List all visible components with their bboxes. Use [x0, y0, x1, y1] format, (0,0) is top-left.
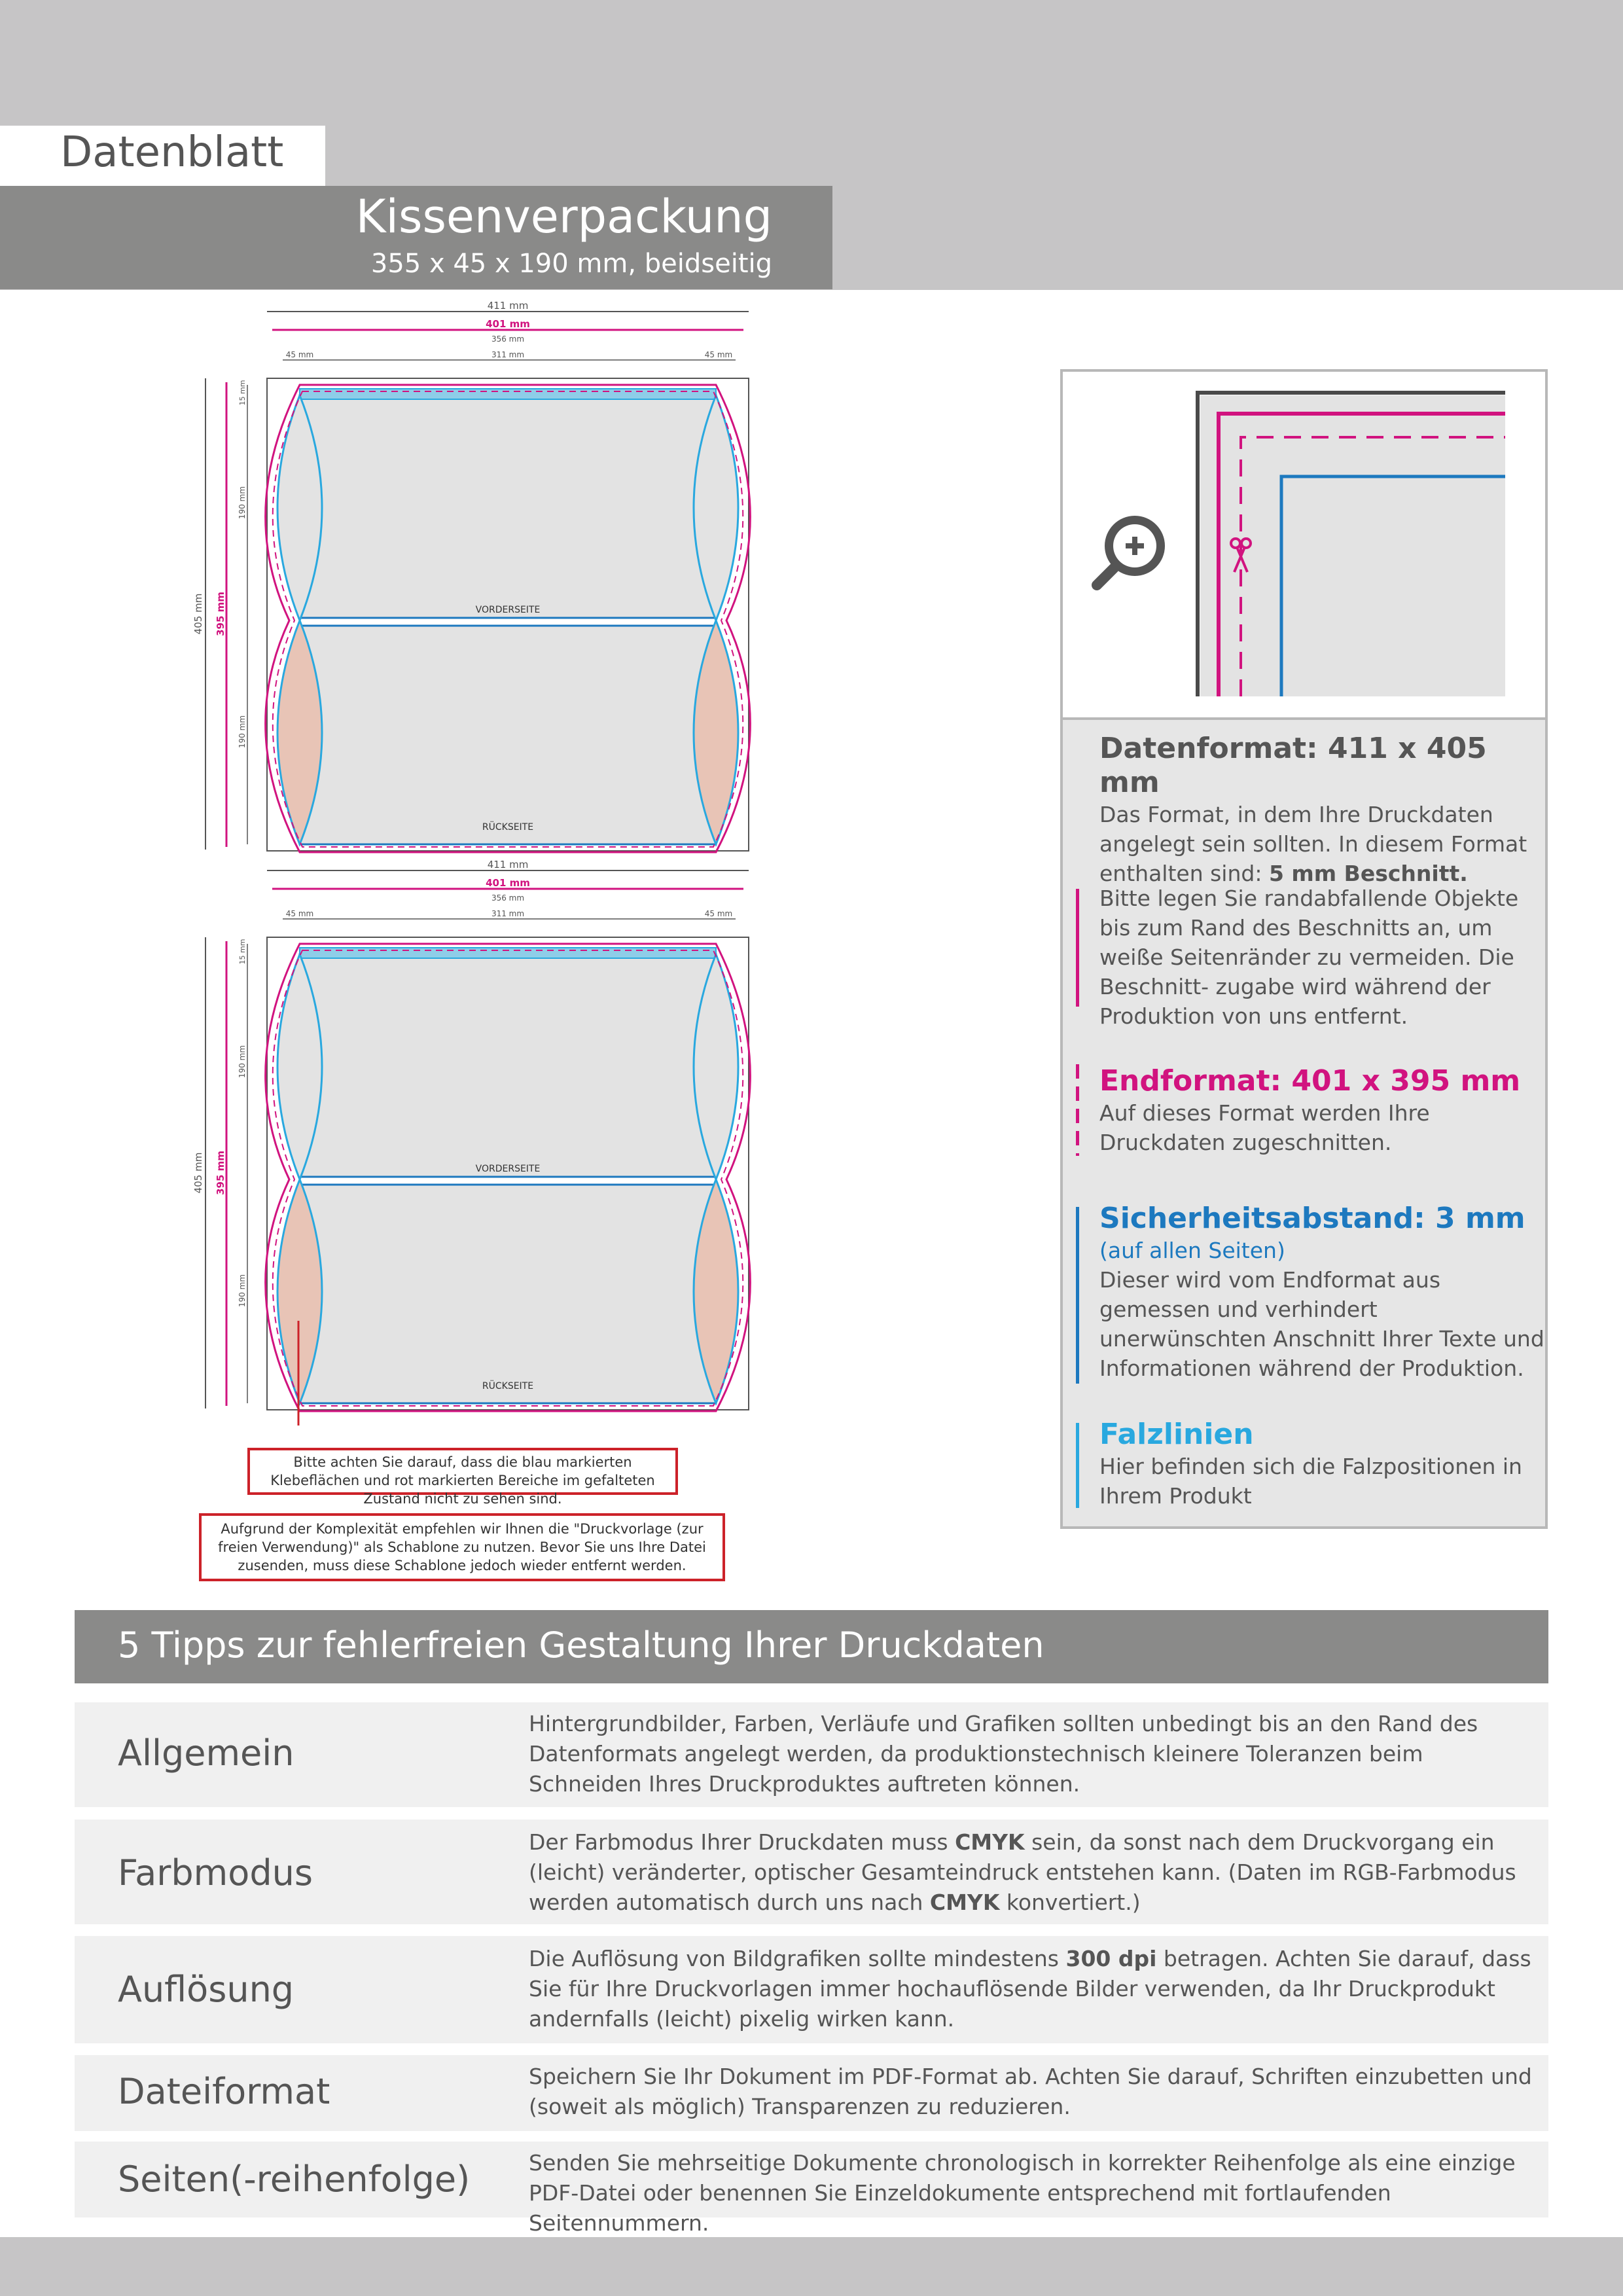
dim-side-left: 45 mm: [285, 350, 314, 359]
dim-flap: 15 mm: [238, 380, 247, 406]
tip-label: Auflösung: [118, 1969, 294, 2010]
zoom-in-icon: [1097, 516, 1165, 585]
front-panel: [300, 954, 716, 1177]
endformat-section: [1099, 1064, 1544, 1157]
datenformat-section: [1099, 732, 1544, 888]
tips-heading: [75, 1610, 1548, 1683]
tip-label: Farbmodus: [118, 1852, 313, 1893]
dim-end-width: 401 mm: [486, 318, 530, 330]
info-box: [1060, 369, 1548, 1529]
safety-text: Dieser wird vom Endformat aus gemessen und verhindert unerwünschten Anschnitt Ihrer Texte und Informationen während der Produktion.: [1099, 1267, 1544, 1381]
datenformat-title: Datenformat: 411 x 405 mm: [1099, 732, 1487, 799]
tip-row-farbmodus: [75, 1820, 1548, 1924]
dim-panel-height-bottom: 190 mm: [238, 715, 247, 749]
dim-total-height: 405 mm: [192, 593, 204, 635]
tip-row-aufloesung: [75, 1936, 1548, 2043]
fold-section: [1099, 1418, 1544, 1511]
template-note: Aufgrund der Komplexität empfehlen wir Ihnen die "Druckvorlage (zur freien Verwendung)" als Schablone zu nutzen. Bevor Sie uns Ihre Datei zusenden, muss diese Schablone jedoch wieder entfernt werden.: [199, 1513, 725, 1581]
dim-side-left: 45 mm: [285, 909, 314, 918]
safety-bar: [1076, 1207, 1079, 1384]
dim-inner-width: 356 mm: [491, 893, 525, 903]
tip-text: Hintergrundbilder, Farben, Verläufe und Grafiken sollten unbedingt bis an den Rand des Datenformats angelegt werden, da produktionstechnisch kleinere Toleranzen beim Schneiden Ihres Druckproduktes auftreten können.: [529, 1711, 1478, 1797]
dim-inner-width: 356 mm: [491, 334, 525, 344]
dim-end-height: 395 mm: [215, 1151, 226, 1195]
dim-end-height: 395 mm: [215, 592, 226, 636]
front-label: VORDERSEITE: [475, 1164, 541, 1174]
bottom-band: [0, 2237, 1623, 2296]
dieline-diagram: [190, 300, 772, 1426]
dim-side-right: 45 mm: [704, 909, 733, 918]
dim-center: 311 mm: [491, 350, 525, 359]
back-panel: [300, 626, 716, 844]
front-label: VORDERSEITE: [475, 605, 541, 615]
bleed-text: Bitte legen Sie randabfallende Objekte bis zum Rand des Beschnitts an, um weiße Seitenränder zu vermeiden. Die Beschnitt- zugabe wird während der Produktion von uns entfernt.: [1099, 886, 1519, 1029]
tip-row-dateiformat: [75, 2055, 1548, 2131]
glue-strip: [300, 948, 716, 958]
front-panel: [300, 395, 716, 618]
datenblatt-tab: [0, 126, 325, 186]
tip-label: Allgemein: [118, 1732, 294, 1774]
title-bar: [0, 186, 832, 289]
back-label: RÜCKSEITE: [482, 1381, 534, 1391]
tip-row-seiten: [75, 2142, 1548, 2236]
dim-end-width: 401 mm: [486, 877, 530, 889]
product-subtitle: 355 x 45 x 190 mm, beidseitig: [370, 249, 772, 279]
tip-row-allgemein: [75, 1702, 1548, 1807]
dim-side-right: 45 mm: [704, 350, 733, 359]
dim-center: 311 mm: [491, 909, 525, 918]
tip-text: Der Farbmodus Ihrer Druckdaten muss CMYK sein, da sonst nach dem Druckvorgang ein (leicht) veränderter, optischer Gesamteindruck entstehen kann. (Daten im RGB-Farbmodus werden automatisch durch uns nach CMYK konvertiert.): [529, 1829, 1516, 1915]
bleed-section: [1099, 884, 1544, 1031]
back-panel: [300, 1185, 716, 1403]
tip-text: Speichern Sie Ihr Dokument im PDF-Format ab. Achten Sie darauf, Schriften einzubetten und (soweit als möglich) Transparenzen zu reduzieren.: [529, 2064, 1532, 2119]
safety-subtitle: (auf allen Seiten): [1099, 1238, 1285, 1263]
dim-total-height: 405 mm: [192, 1152, 204, 1194]
tips-heading-text: 5 Tipps zur fehlerfreien Gestaltung Ihrer Druckdaten: [118, 1624, 1044, 1666]
dim-flap: 15 mm: [238, 939, 247, 965]
safety-section: [1099, 1202, 1544, 1383]
dim-total-width: 411 mm: [487, 300, 529, 312]
back-label: RÜCKSEITE: [482, 822, 534, 833]
dim-total-width: 411 mm: [487, 859, 529, 870]
datenformat-text: Das Format, in dem Ihre Druckdaten angelegt sein sollten. In diesem Format enthalten sind: 5 mm Beschnitt.: [1099, 802, 1527, 886]
endformat-bar: [1076, 1064, 1079, 1156]
glue-strip: [300, 389, 716, 399]
tip-label: Seiten(-reihenfolge): [118, 2159, 471, 2200]
dim-panel-height-top: 190 mm: [238, 486, 247, 520]
dim-panel-height-bottom: 190 mm: [238, 1274, 247, 1308]
dim-panel-height-top: 190 mm: [238, 1045, 247, 1079]
fold-title: Falzlinien: [1099, 1418, 1254, 1451]
tip-text: Senden Sie mehrseitige Dokumente chronologisch in korrekter Reihenfolge als eine einzige PDF-Datei oder benennen Sie Einzeldokumente entsprechend mit fortlaufenden Seitennummern.: [529, 2150, 1516, 2236]
endformat-title: Endformat: 401 x 395 mm: [1099, 1064, 1521, 1098]
format-illustration: [1063, 372, 1545, 720]
fold-text: Hier befinden sich die Falzpositionen in Ihrem Produkt: [1099, 1454, 1522, 1509]
tip-label: Dateiformat: [118, 2071, 330, 2112]
endformat-text: Auf dieses Format werden Ihre Druckdaten zugeschnitten.: [1099, 1100, 1430, 1155]
datenblatt-label: Datenblatt: [60, 128, 284, 177]
tip-text: Die Auflösung von Bildgrafiken sollte mindestens 300 dpi betragen. Achten Sie darauf, dass Sie für Ihre Druckvorlagen immer hochauflösende Bilder verwenden, da Ihr Druckprodukt andernfalls (leicht) pixelig wirken kann.: [529, 1946, 1531, 2032]
safety-title: Sicherheitsabstand: 3 mm: [1099, 1202, 1525, 1235]
product-title: Kissenverpackung: [355, 190, 772, 243]
glue-note: Bitte achten Sie darauf, dass die blau markierten Klebeflächen und rot markierten Bereiche im gefalteten Zustand nicht zu sehen sind.: [247, 1448, 678, 1495]
fold-bar: [1076, 1423, 1079, 1508]
bleed-bar: [1076, 889, 1079, 1007]
